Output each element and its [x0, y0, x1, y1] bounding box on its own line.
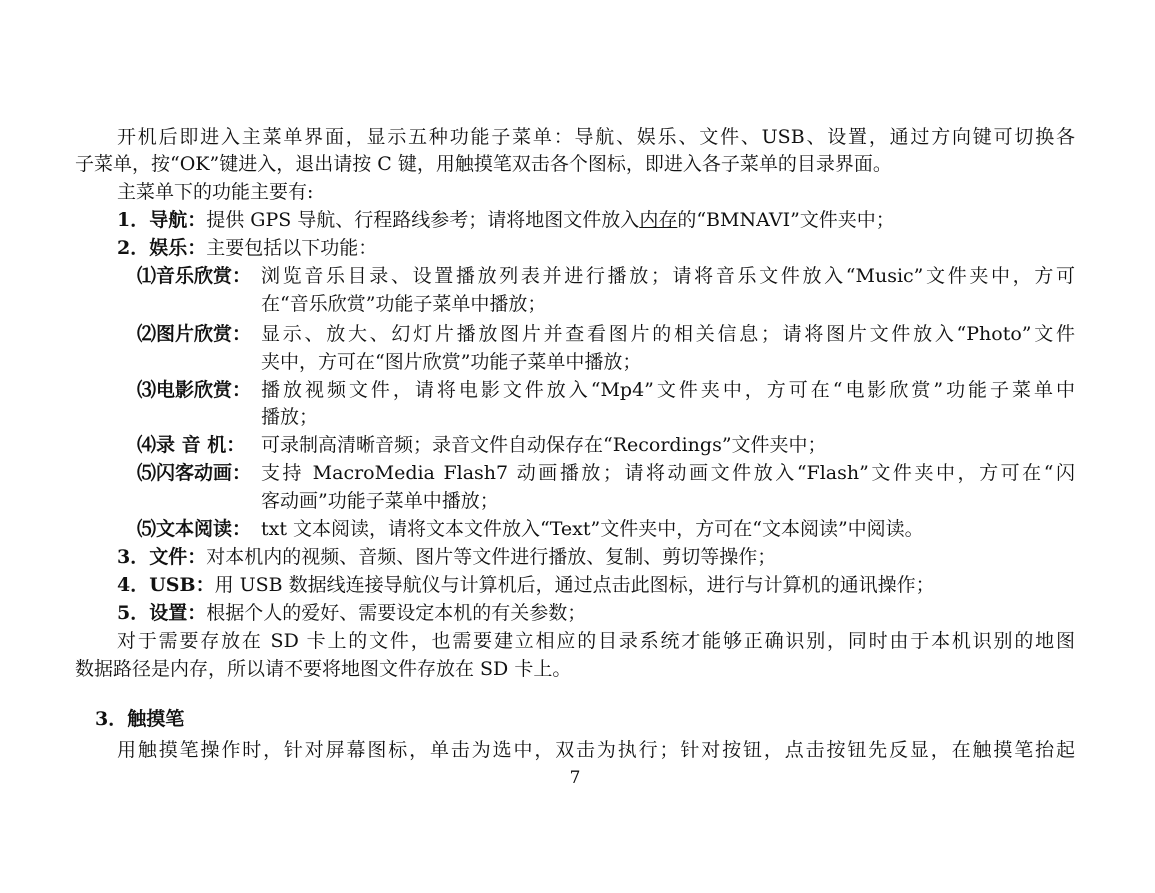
- sub-item-number: ⑸: [137, 518, 157, 540]
- item-text-end: 的“BMNAVI”文件夹中；: [677, 209, 895, 231]
- sub-item-label: 闪客动画：: [156, 462, 252, 484]
- item-text: 主要包括以下功能：: [206, 237, 378, 259]
- item-number: 2．: [117, 237, 150, 259]
- sub-item-label-movie: [137, 378, 251, 402]
- item-text: 对本机内的视频、音频、图片等文件进行播放、复制、剪切等操作；: [206, 546, 777, 568]
- sub-item-label: 文本阅读：: [156, 518, 252, 540]
- item-text: 用 USB 数据线连接导航仪与计算机后，通过点击此图标，进行与计算机的通讯操作；: [214, 574, 935, 596]
- item-number: 3．: [117, 546, 150, 568]
- sub-item-text-flash-2: 客动画”功能子菜单中播放；: [261, 490, 499, 512]
- intro-line-1: 开机后即进入主菜单界面，显示五种功能子菜单：导航、娱乐、文件、USB、设置，通过方向键可切换各: [117, 126, 1075, 148]
- intro-lead: 主菜单下的功能主要有:: [117, 181, 314, 203]
- item-label: 文件：: [149, 546, 207, 568]
- function-item-usb: [117, 573, 935, 597]
- underlined-term: 内存: [639, 209, 678, 231]
- item-text: 根据个人的爱好、需要设定本机的有关参数；: [206, 602, 587, 624]
- sub-item-label-flash: [137, 461, 251, 485]
- page-number: 7: [569, 768, 581, 788]
- sub-item-number: ⑵: [137, 323, 157, 345]
- sub-item-text-music-2: 在“音乐欣赏”功能子菜单中播放；: [261, 293, 547, 315]
- section-heading: 3．触摸笔: [95, 708, 185, 730]
- sub-item-number: ⑴: [137, 265, 157, 287]
- sub-item-label: 录 音 机：: [156, 434, 246, 456]
- item-text: 提供 GPS 导航、行程路线参考；请将地图文件放入: [206, 209, 640, 231]
- intro-line-2: 子菜单，按“OK”键进入，退出请按 C 键，用触摸笔双击各个图标，即进入各子菜单的目录界面。: [75, 153, 892, 175]
- item-number: 4．: [117, 574, 150, 596]
- sub-item-text-music-1: 浏览音乐目录、设置播放列表并进行播放；请将音乐文件放入“Music”文件夹中，方可: [261, 265, 1075, 287]
- sub-item-label-music: [137, 264, 251, 288]
- sub-item-text-movie-1: 播放视频文件，请将电影文件放入“Mp4”文件夹中，方可在“电影欣赏”功能子菜单中: [261, 379, 1075, 401]
- section-text: 用触摸笔操作时，针对屏幕图标，单击为选中，双击为执行；针对按钮，点击按钮先反显，在触摸笔抬起: [117, 739, 1075, 761]
- sub-item-label-recorder: [137, 433, 245, 457]
- note-line-1: 对于需要存放在 SD 卡上的文件，也需要建立相应的目录系统才能够正确识别，同时由于本机识别的地图: [117, 630, 1075, 652]
- sub-item-text-recorder: 可录制高清晰音频；录音文件自动保存在“Recordings”文件夹中；: [261, 434, 827, 456]
- item-number: 1．: [117, 209, 150, 231]
- sub-item-text-text: txt 文本阅读，请将文本文件放入“Text”文件夹中，方可在“文本阅读”中阅读。: [261, 518, 924, 540]
- sub-item-text-photo-1: 显示、放大、幻灯片播放图片并查看图片的相关信息；请将图片文件放入“Photo”文件: [261, 323, 1075, 345]
- item-label: 娱乐：: [149, 237, 207, 259]
- function-item-settings: [117, 601, 586, 625]
- item-number: 5．: [117, 602, 150, 624]
- sub-item-label: 电影欣赏：: [156, 379, 252, 401]
- sub-item-text-flash-1: 支持 MacroMedia Flash7 动画播放；请将动画文件放入“Flash”文件夹中，方可在“闪: [261, 462, 1075, 484]
- function-item-files: [117, 545, 776, 569]
- sub-item-label-photo: [137, 322, 251, 346]
- sub-item-label-text: [137, 517, 251, 541]
- function-item-entertainment: [117, 236, 377, 260]
- sub-item-number: ⑷: [137, 434, 157, 456]
- sub-item-text-photo-2: 夹中，方可在“图片欣赏”功能子菜单中播放；: [261, 351, 642, 373]
- sub-item-number: ⑶: [137, 379, 157, 401]
- item-label: 导航：: [149, 209, 207, 231]
- sub-item-label: 图片欣赏：: [156, 323, 252, 345]
- note-line-2: 数据路径是内存，所以请不要将地图文件存放在 SD 卡上。: [75, 658, 572, 680]
- sub-item-label: 音乐欣赏：: [156, 265, 252, 287]
- sub-item-text-movie-2: 播放；: [261, 406, 319, 428]
- item-label: 设置：: [149, 602, 207, 624]
- sub-item-number: ⑸: [137, 462, 157, 484]
- item-label: USB：: [149, 574, 215, 596]
- function-item-navigation: [117, 208, 895, 232]
